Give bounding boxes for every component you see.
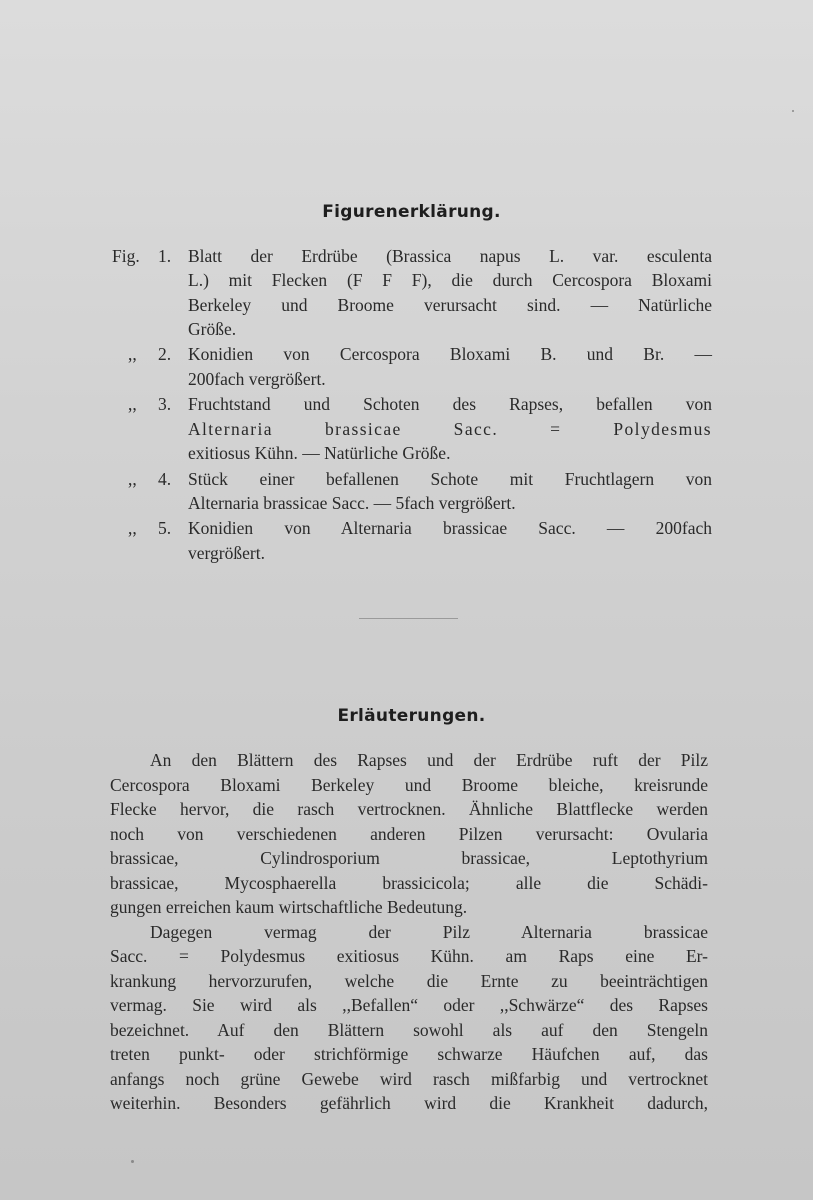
body-line: Flecke hervor, die rasch vertrocknen. Ähnliche Blattflecke werden — [110, 799, 708, 819]
body-line: An den Blättern des Rapses und der Erdrübe ruft der Pilz — [150, 750, 708, 770]
paper-speck — [131, 1160, 134, 1163]
figure-item-2 — [112, 342, 712, 391]
figure-line-4-1: Stück einer befallenen Schote mit Fruchtlagern von — [188, 468, 712, 489]
body-line: gungen erreichen kaum wirtschaftliche Bedeutung. — [110, 897, 468, 917]
figure-line-3-3: exitiosus Kühn. — Natürliche Größe. — [188, 442, 451, 463]
figure-prefix: ,, — [128, 468, 137, 489]
section-divider — [359, 618, 458, 619]
figure-number: 5. — [158, 518, 172, 539]
body-line: anfangs noch grüne Gewebe wird rasch mißfarbig und vertrocknet — [110, 1068, 708, 1089]
figure-item-1 — [112, 244, 712, 341]
figure-number: 1. — [158, 246, 172, 266]
figure-line-3-2: Alternaria brassicae Sacc. = Polydesmus — [188, 418, 712, 439]
figure-text-line — [188, 541, 712, 565]
figure-text-line — [188, 244, 712, 268]
figure-text-line — [188, 293, 712, 317]
figure-line-5-2: vergrößert. — [188, 542, 265, 563]
figure-line-5-1: Konidien von Alternaria brassicae Sacc. — 200fach — [188, 518, 712, 539]
explanations-heading: Erläuterungen. — [337, 706, 486, 726]
figure-text-line — [188, 392, 712, 416]
figure-line-4-2: Alternaria brassicae Sacc. — 5fach vergrößert. — [188, 492, 516, 513]
figure-text-line — [188, 317, 712, 341]
figure-item-3 — [112, 392, 712, 465]
figure-line-1-1: Blatt der Erdrübe (Brassica napus L. var. esculenta — [188, 246, 712, 266]
figure-text-line — [188, 268, 712, 292]
paragraph-1 — [110, 748, 708, 920]
body-line: vermag. Sie wird als ,,Befallen“ oder ,,Schwärze“ des Rapses — [110, 995, 708, 1015]
figure-prefix: ,, — [128, 518, 137, 539]
paper-speck — [792, 110, 794, 112]
figure-line-1-4: Größe. — [188, 318, 237, 339]
figure-item-5 — [112, 516, 712, 565]
body-line: Sacc. = Polydesmus exitiosus Kühn. am Raps eine Er- — [110, 946, 708, 966]
body-line: weiterhin. Besonders gefährlich wird die Krankheit dadurch, — [110, 1093, 708, 1113]
figure-text-line — [188, 367, 712, 391]
figure-prefix: ,, — [128, 394, 137, 415]
figure-line-1-3: Berkeley und Broome verursacht sind. — Natürliche — [188, 294, 712, 315]
paragraph-2 — [110, 920, 708, 1116]
figure-line-3-1: Fruchtstand und Schoten des Rapses, befallen von — [188, 394, 712, 415]
body-line: bezeichnet. Auf den Blättern sowohl als auf den Stengeln — [110, 1019, 708, 1040]
figure-legend-list — [112, 244, 712, 566]
figure-prefix: Fig. — [112, 246, 140, 266]
body-line: brassicae, Mycosphaerella brassicicola; alle die Schädi- — [110, 872, 708, 893]
figure-text-line — [188, 516, 712, 540]
figure-line-1-2: L.) mit Flecken (F F F), die durch Cercospora Bloxami — [188, 270, 712, 291]
figure-line-2-2: 200fach vergrößert. — [188, 368, 326, 389]
figure-text-line — [188, 417, 712, 441]
figure-number: 3. — [158, 394, 172, 415]
body-line: Dagegen vermag der Pilz Alternaria brassicae — [150, 921, 708, 942]
figure-text-line — [188, 491, 712, 515]
explanations-body — [110, 748, 708, 1116]
body-line: noch von verschiedenen anderen Pilzen verursacht: Ovularia — [110, 823, 708, 844]
figure-legend-heading: Figurenerklärung. — [322, 202, 501, 222]
body-line: treten punkt- oder strichförmige schwarze Häufchen auf, das — [110, 1044, 708, 1064]
body-line: krankung hervorzurufen, welche die Ernte zu beeinträchtigen — [110, 970, 708, 991]
figure-prefix: ,, — [128, 344, 137, 365]
body-line: brassicae, Cylindrosporium brassicae, Leptothyrium — [110, 848, 708, 868]
figure-text-line — [188, 342, 712, 366]
figure-text-line — [188, 441, 712, 465]
body-line: Cercospora Bloxami Berkeley und Broome bleiche, kreisrunde — [110, 774, 708, 795]
figure-item-4 — [112, 467, 712, 516]
figure-number: 4. — [158, 468, 172, 489]
figure-line-2-1: Konidien von Cercospora Bloxami B. und Br. — — [188, 344, 712, 365]
figure-text-line — [188, 467, 712, 491]
figure-number: 2. — [158, 344, 172, 365]
